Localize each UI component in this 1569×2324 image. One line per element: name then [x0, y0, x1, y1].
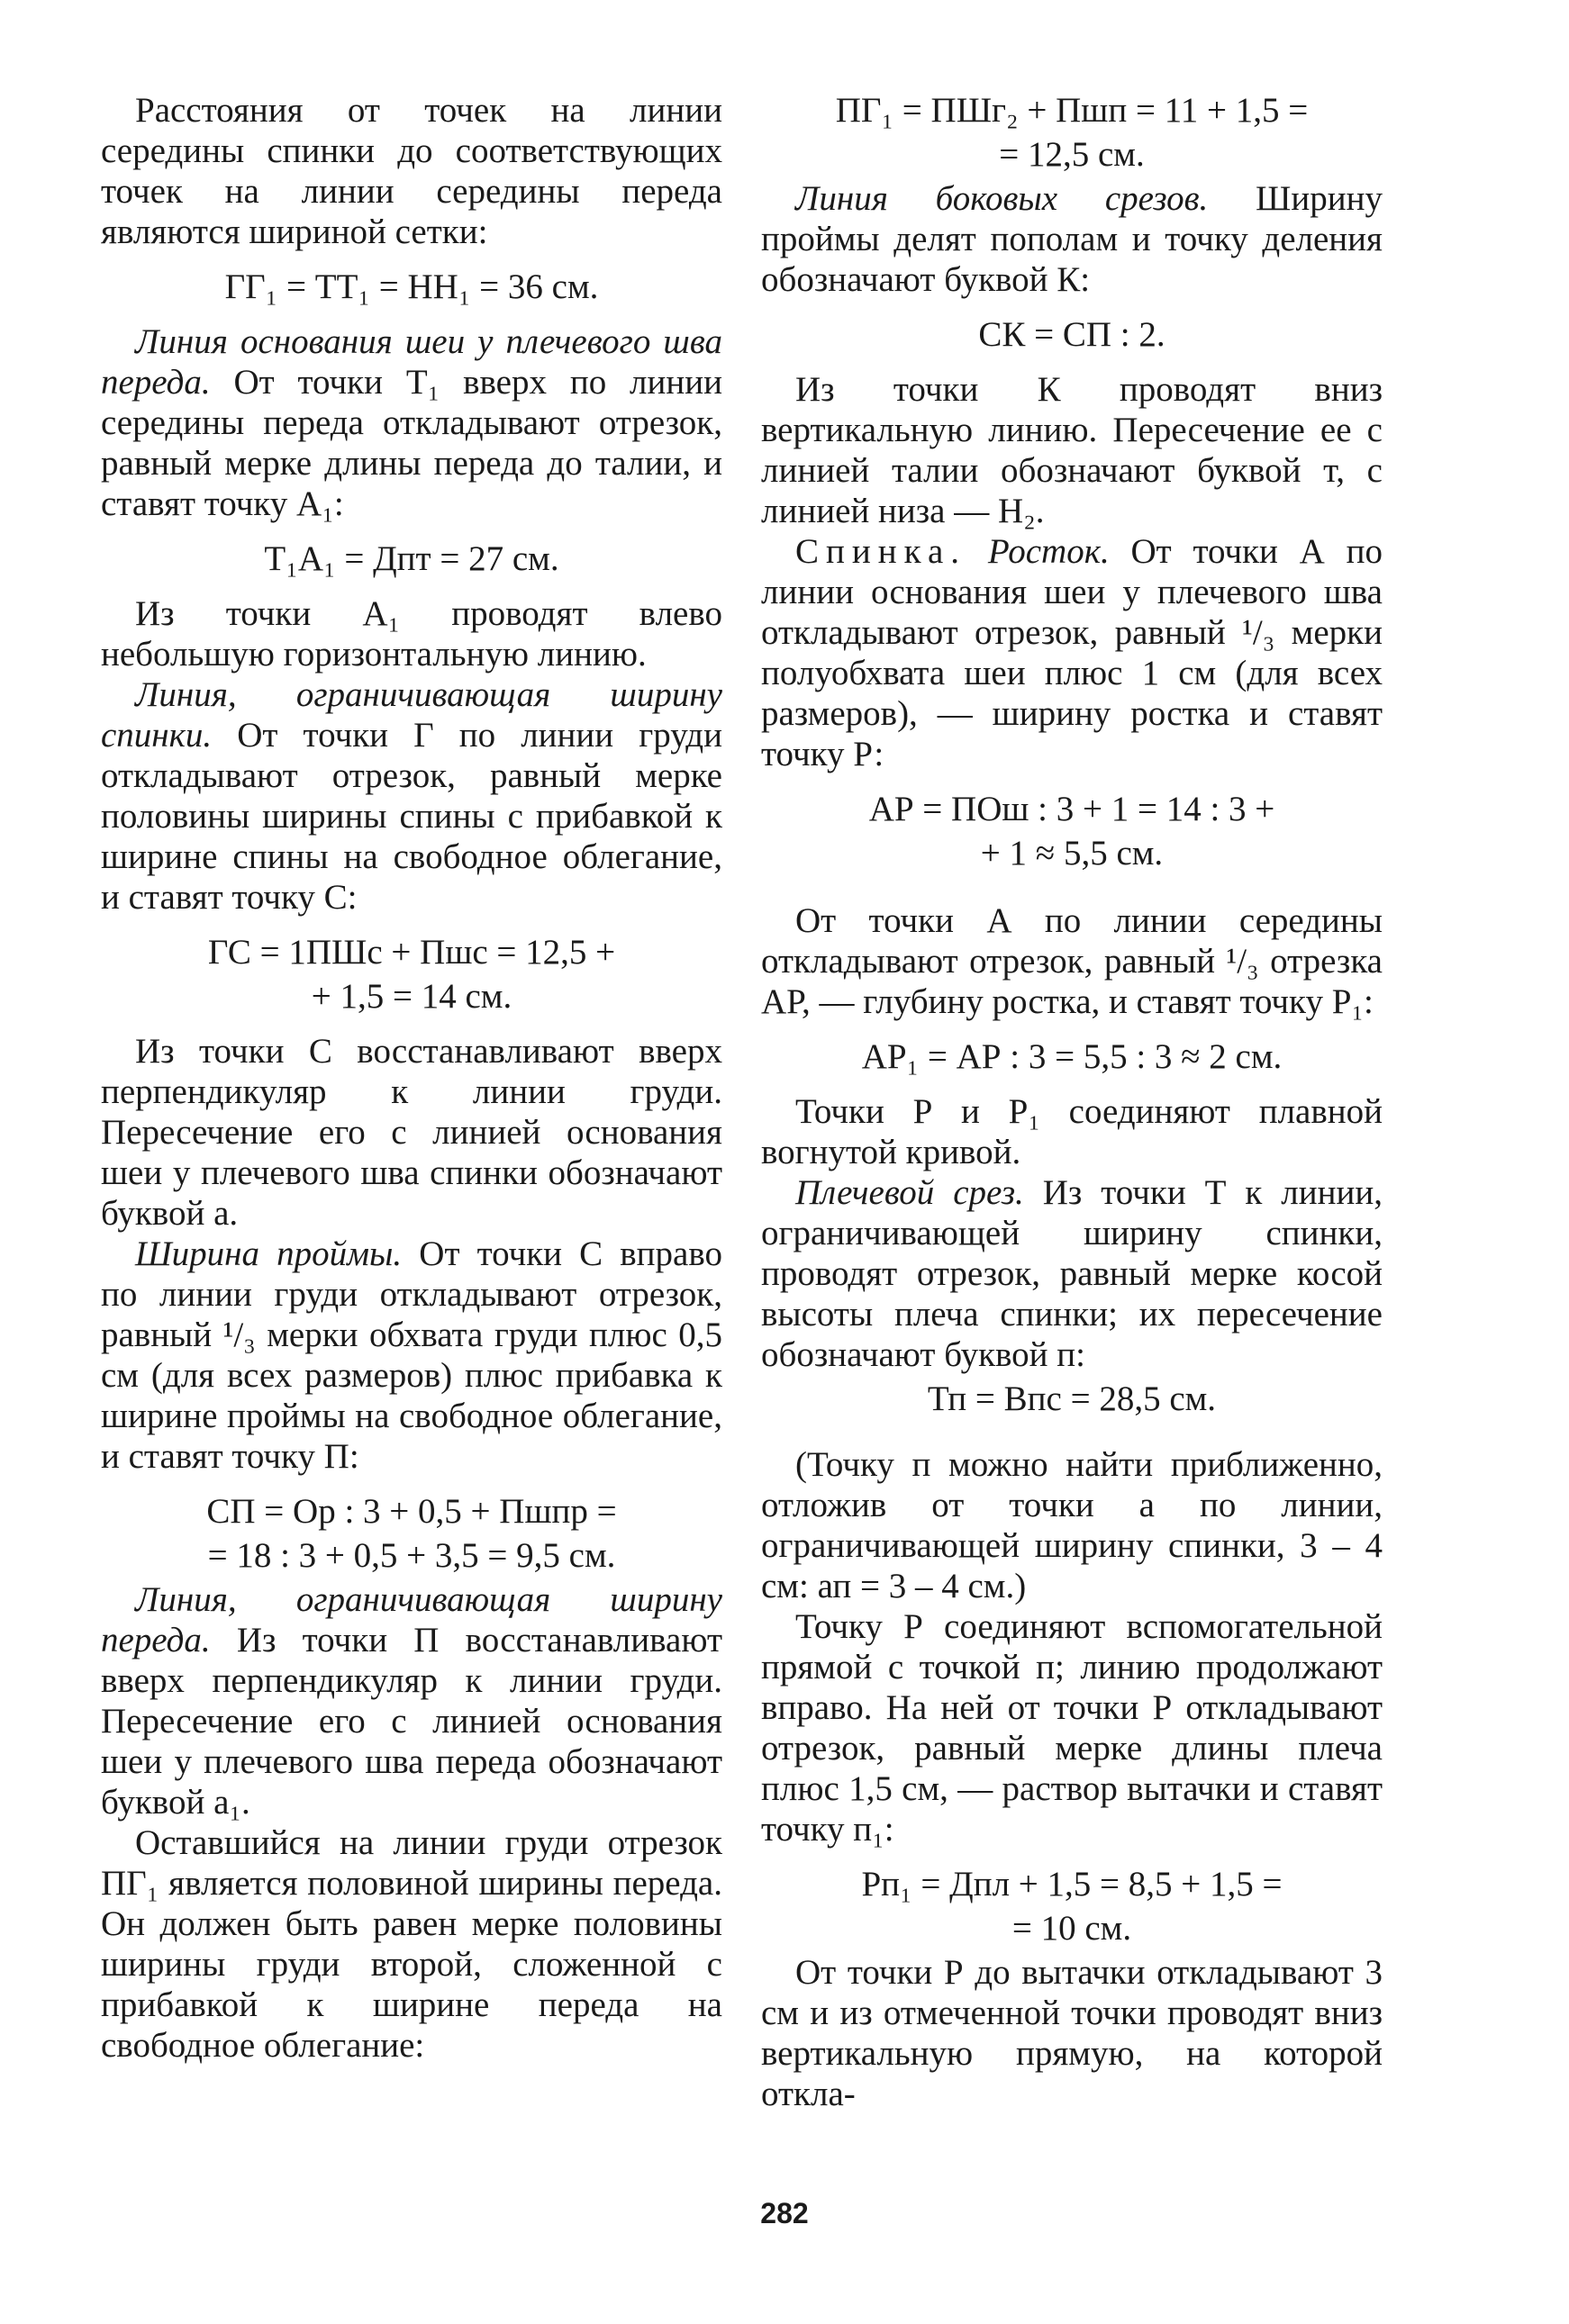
paragraph — [101, 1234, 722, 1477]
left-column — [101, 90, 722, 2066]
paragraph-text: От точки А по линии основания шеи у плечевого шва откладывают отрезок, равный ¹/₃ мерки полуобхвата шеи плюс 1 см (для всех размеров), — ширину ростка и ставят точку Р: — [761, 532, 1383, 773]
paragraph — [761, 1172, 1383, 1375]
formula: АР₁ = АР : 3 = 5,5 : 3 ≈ 2 см. — [861, 1037, 1283, 1076]
section-heading: Спинка. — [795, 532, 967, 571]
formula: = 10 см. — [1011, 1909, 1132, 1948]
paragraph — [761, 178, 1383, 300]
paragraph-text: От точки Т₁ вверх по линии середины переда откладывают отрезок, равный мерке длины переда до талии, и ставят точку А₁: — [101, 363, 722, 523]
page-number: 282 — [760, 2197, 809, 2229]
formula: АР = ПОш : 3 + 1 = 14 : 3 + — [868, 790, 1275, 828]
paragraph: Из точки К проводят вниз вертикальную линию. Пересечение ее с линией талии обозначают буквой т, с линией низа — Н₂. — [761, 370, 1383, 530]
paragraph: Из точки А₁ проводят влево небольшую горизонтальную линию. — [101, 594, 722, 674]
paragraph-text: От точки С вправо по линии груди откладывают отрезок, равный ¹/₃ мерки обхвата груди плюс 0,5 см (для всех размеров) плюс прибавка к ширине проймы на свободное облегание, и ставят точку П: — [101, 1234, 723, 1476]
section-heading: Ширина проймы. — [135, 1234, 403, 1273]
paragraph — [101, 321, 722, 524]
section-heading: Плечевой срез. — [795, 1173, 1024, 1212]
paragraph-text: Ширину проймы делят пополам и точку деления обозначают буквой К: — [761, 179, 1383, 299]
formula: Т₁А₁ = Дпт = 27 см. — [264, 539, 559, 578]
section-heading: Линия боковых срезов. — [795, 179, 1209, 218]
paragraph — [101, 674, 722, 918]
paragraph: Оставшийся на линии груди отрезок ПГ₁ является половиной ширины переда. Он должен быть равен мерке половины ширины груди второй, сложенной с прибавкой к ширине переда на свободное облегание: — [101, 1823, 722, 2065]
formula: Рп₁ = Дпл + 1,5 = 8,5 + 1,5 = — [861, 1865, 1283, 1904]
paragraph-text: Из точки Т к линии, ограничивающей ширину спинки, проводят отрезок, равный мерке косой высоты плеча спинки; их пересечение обозначают буквой п: — [761, 1173, 1383, 1374]
formula: = 18 : 3 + 0,5 + 3,5 = 9,5 см. — [207, 1536, 616, 1575]
paragraph: Из точки С восстанавливают вверх перпендикуляр к линии груди. Пересечение его с линией основания шеи у плечевого шва спинки обозначают буквой а. — [101, 1032, 722, 1233]
paragraph-text: Из точки П восстанавливают вверх перпендикуляр к линии груди. Пересечение его с линией основания шеи у плечевого шва переда обозначают буквой а₁. — [101, 1621, 722, 1822]
formula: + 1 ≈ 5,5 см. — [980, 834, 1164, 873]
formula: ПГ₁ = ПШг₂ + Пшп = 11 + 1,5 = — [835, 91, 1309, 130]
formula: СК = СП : 2. — [978, 315, 1165, 354]
paragraph: Точки Р и Р₁ соединяют плавной вогнутой кривой. — [761, 1092, 1383, 1171]
paragraph: Точку Р соединяют вспомогательной прямой с точкой п; линию продолжают вправо. На ней от точки Р откладывают отрезок, равный мерке длины плеча плюс 1,5 см, — раствор вытачки и ставят точку п₁: — [761, 1607, 1383, 1849]
formula: СП = Ор : 3 + 0,5 + Пшпр = — [206, 1492, 617, 1531]
section-heading: Линия основания шеи у плечевого шва переда. — [101, 322, 722, 402]
subsection-heading: Росток. — [966, 532, 1110, 571]
paragraph — [101, 1579, 722, 1822]
right-column — [761, 90, 1383, 2114]
paragraph-text: От точки Г по линии груди откладывают отрезок, равный мерке половины ширины спины с прибавкой к ширине спины на свободное облегание, и ставят точку С: — [101, 716, 722, 917]
formula: + 1,5 = 14 см. — [311, 977, 512, 1016]
paragraph: От точки Р до вытачки откладывают 3 см и из отмеченной точки проводят вниз вертикальную прямую, на которой откла- — [761, 1953, 1383, 2113]
paragraph — [761, 531, 1383, 774]
formula: ГГ₁ = ТТ₁ = НН₁ = 36 см. — [224, 267, 599, 306]
paragraph: От точки А по линии середины откладывают отрезок, равный ¹/₃ отрезка АР, — глубину ростка, и ставят точку Р₁: — [761, 901, 1383, 1021]
formula: Тп = Впс = 28,5 см. — [927, 1379, 1217, 1418]
section-heading: Линия, ограничивающая ширину спинки. — [101, 675, 722, 755]
paragraph: Расстояния от точек на линии середины спинки до соответствующих точек на линии середины переда являются шириной сетки: — [101, 91, 722, 251]
formula: ГС = 1ПШс + Пшс = 12,5 + — [207, 933, 616, 972]
formula: = 12,5 см. — [999, 135, 1145, 174]
paragraph: (Точку п можно найти приближенно, отложив от точки а по линии, ограничивающей ширину спинки, 3 – 4 см: ап = 3 – 4 см.) — [761, 1445, 1383, 1605]
section-heading: Линия, ограничивающая ширину переда. — [101, 1580, 722, 1659]
